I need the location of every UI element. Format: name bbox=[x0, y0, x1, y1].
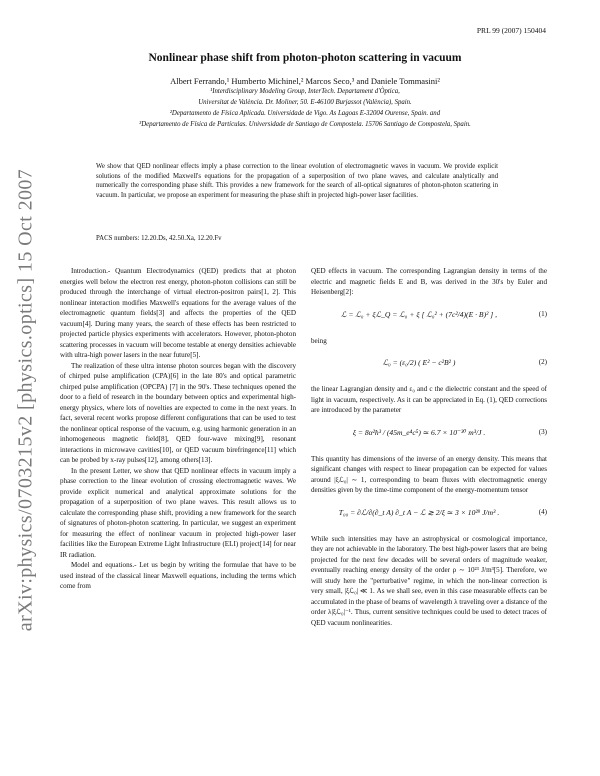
body-paragraph: This quantity has dimensions of the inverse of an energy density. This means that significant changes with respect to linear propagation can be expected for values around |ξℒ₀| ∼ 1, corresponding to beam fluxes with electromagnetic energy densities given by the time-time component of the energy-momentum tensor bbox=[311, 454, 547, 494]
equation-body: ℒ₀ = (ε₀/2) ( E² − c²B² ) bbox=[382, 358, 456, 367]
affiliation: ³Departamento de Física de Partículas. Universidade de Santiago de Compostela. 15706 Santiago de Compostela, Spain. bbox=[139, 121, 471, 128]
equation-number: (3) bbox=[538, 427, 547, 436]
body-paragraph: QED effects in vacuum. The corresponding Lagrangian density in terms of the electric and magnetic fields E and B, was derived in the 30's by Euler and Heisenberg[2]: bbox=[311, 267, 547, 296]
affiliation: ²Departamento de Física Aplicada. Universidade de Vigo. As Lagoas E-32004 Ourense, Spain. and bbox=[169, 110, 441, 117]
model-paragraph: Model and equations.- Let us begin by writing the formulae that have to be used instead of the classical linear Maxwell equations, including the terms which come from bbox=[60, 561, 296, 590]
equation-body: ξ = 8α²ħ³ / (45m_e⁴c⁵) ≃ 6.7 × 10⁻³⁰ m³/J . bbox=[352, 427, 486, 437]
abstract: We show that QED nonlinear effects imply a phase correction to the linear evolution of electromagnetic waves in vacuum. We provide explicit solutions of the modified Maxwell's equations for the propagation of a superposition of two plane waves, and calculate analytically and numerically the corresponding phase shift. This provides a new framework for the search of all-optical signatures of photon-photon scattering in vacuum. In particular, we propose an experiment for measuring the phase shift in projected high-power laser facilities. bbox=[96, 163, 498, 199]
body-paragraph: The realization of these ultra intense photon sources began with the discovery of chirped pulse amplification (CPA)[6] in the late 80's and optical parametric chirped pulse amplification (OPCPA) [7] in the 90's. These techniques opened the door to a field of research in the boundary between optics and experimental high-energy physics, where lots of novelties are expected to come in the next years. In fact, several recent works propose different configurations that can be used to test the nonlinear optical response of the vacuum, e.g. using harmonic generation in an inhomogeneous magnetic field[8], QED four-wave mixing[9], resonant interactions in microwave cavities[10], or QED vacuum birefringence[11] which can be probed by x-ray pulses[12], among others[13]. bbox=[60, 361, 296, 464]
equation-number: (4) bbox=[538, 507, 547, 516]
body-paragraph: While such intensities may have an astrophysical or cosmological importance, they are not achievable in the laboratory. The best high-power lasers that are being projected for the next few decades will be several orders of magnitude weaker, eventually reaching energy density of the order ρ ∼ 10²³ J/m³[5]. Therefore, we will study here the "perturbative" regime, in which the non-linear correction is very small, |ξℒ₀| ≪ 1. As we shall see, even in this case measurable effects can be accumulated in the phase of beams of wavelength λ traveling over a distance of the order λ|ξℒ₀|⁻¹. Thus, current sensitive techniques could be used to detect traces of QED vacuum nonlinearities. bbox=[311, 534, 547, 627]
right-column bbox=[311, 266, 547, 628]
journal-reference: PRL 99 (2007) 150404 bbox=[476, 26, 546, 35]
intro-paragraph: Introduction.- Quantum Electrodynamics (QED) predicts that at photon energies well below the electron rest energy, photon-photon collisions can still be produced through the interchange of virtual electron-positron pairs[1, 2]. This nonlinear interaction modifies Maxwell's equations for the average values of the electromagnetic quantum fields[3] and affects the properties of the QED vacuum[4]. During many years, the search of these effects has been restricted to projected particle physics experiments with accelerators. However, photon-photon scattering processes in vacuum will become testable at energy densities achievable with ultra-high power lasers in the near future[5]. bbox=[60, 267, 296, 359]
arxiv-identifier: arXiv:physics/0703215v2 [physics.optics] 15 Oct 2007 bbox=[14, 168, 37, 632]
equation-number: (2) bbox=[538, 358, 547, 366]
affiliation: ¹Interdisciplinary Modeling Group, InterTech. Departament d'Òptica, bbox=[210, 88, 400, 95]
equation-number: (1) bbox=[538, 309, 547, 318]
author-list: Albert Ferrando,¹ Humberto Michinel,² Marcos Seco,³ and Daniele Tommasini² bbox=[170, 76, 440, 86]
affiliation: Universitat de València. Dr. Moliner, 50. E-46100 Burjassot (València), Spain. bbox=[198, 99, 412, 106]
equation-body: T₀₀ = ∂ℒ/∂(∂_t A) ∂_t A − ℒ ≳ 2/ξ ≃ 3 × 10²⁹ J/m³ . bbox=[338, 507, 500, 517]
body-paragraph: In the present Letter, we show that QED nonlinear effects in vacuum imply a phase correction to the linear evolution of crossing electromagnetic waves. We provide explicit numerical and analytical approximate solutions for the propagation of a superposition of two plane waves. This result allows us to calculate the corresponding phase shift, providing a new framework for the search of signatures of photon-photon scattering. In particular, we suggest an experiment for measuring the effect of nonlinear vacuum in projected high-power laser facilities like the European Extreme Light Infrastructure (ELI) project[14] for near IR radiation. bbox=[60, 466, 296, 559]
pacs-numbers: PACS numbers: 12.20.Ds, 42.50.Xa, 12.20.Fv bbox=[96, 235, 222, 242]
body-paragraph: the linear Lagrangian density and ε₀ and c the dielectric constant and the speed of light in vacuum, respectively. As it can be appreciated in Eq. (1), QED corrections are introduced by the parameter bbox=[311, 385, 547, 414]
equation-1 bbox=[311, 307, 547, 327]
paper-title: Nonlinear phase shift from photon-photon scattering in vacuum bbox=[148, 52, 462, 64]
equation-3 bbox=[311, 425, 547, 445]
arxiv-side-stamp bbox=[8, 168, 44, 632]
affiliations bbox=[60, 86, 550, 130]
equation-4 bbox=[311, 505, 547, 525]
left-column bbox=[60, 266, 296, 592]
equation-2 bbox=[311, 355, 547, 375]
equation-body: ℒ = ℒ₀ + ξℒ_Q = ℒ₀ + ξ [ ℒ₀² + (7c²/4)(E · B)² ] , bbox=[340, 309, 498, 319]
body-text: being bbox=[311, 336, 327, 345]
